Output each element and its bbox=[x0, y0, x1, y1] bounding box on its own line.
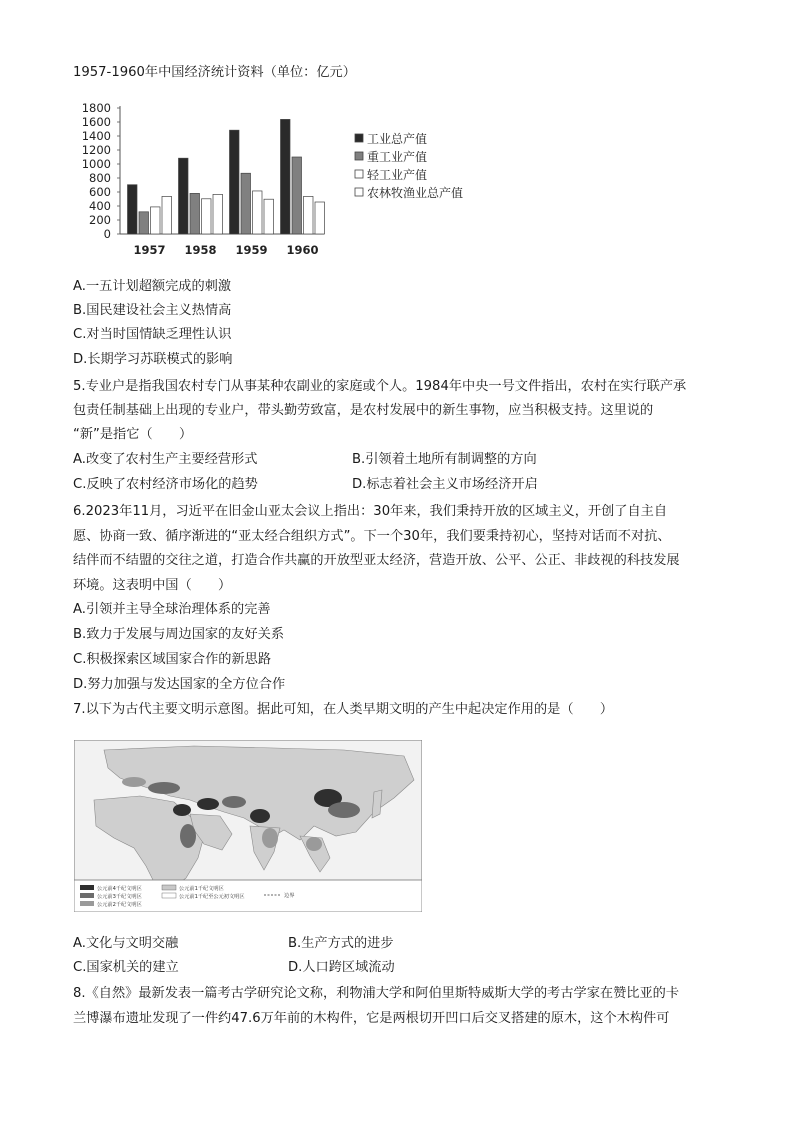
legend-label-1st-to-ad: 公元前1千纪至公元初文明区 bbox=[179, 894, 245, 900]
bar-1959-3 bbox=[264, 199, 274, 234]
legend-swatch-1st-to-ad bbox=[162, 893, 176, 898]
q4-option-b: B.国民建设社会主义热情高 bbox=[73, 303, 232, 318]
bar-1958-1 bbox=[190, 193, 200, 234]
legend-swatch-0 bbox=[355, 134, 363, 142]
y-tick-label: 1200 bbox=[81, 143, 111, 157]
x-tick-label: 1957 bbox=[133, 243, 166, 257]
legend-label-0: 工业总产值 bbox=[367, 132, 428, 146]
y-tick-label: 800 bbox=[89, 171, 111, 185]
q7-option-d: D.人口跨区域流动 bbox=[288, 960, 395, 975]
chart-title: 1957-1960年中国经济统计资料（单位：亿元） bbox=[73, 65, 356, 80]
economic-bar-chart bbox=[72, 98, 492, 270]
x-tick-label: 1959 bbox=[235, 243, 268, 257]
bar-1959-1 bbox=[241, 173, 251, 234]
legend-label-2nd-millennium: 公元前2千纪文明区 bbox=[97, 902, 142, 908]
q8-stem-line1: 8.《自然》最新发表一篇考古学研究论文称，利物浦大学和阿伯里斯特威斯大学的考古学家在赞比亚的卡 bbox=[73, 986, 680, 1001]
bar-1958-2 bbox=[202, 199, 212, 234]
x-tick-label: 1960 bbox=[286, 243, 319, 257]
y-tick-label: 1600 bbox=[81, 115, 111, 129]
legend-label-3rd-millennium: 公元前3千纪文明区 bbox=[97, 894, 142, 900]
q5-stem-line2: 包责任制基础上出现的专业户，带头勤劳致富，是农村发展中的新生事物，应当积极支持。这里说的 bbox=[73, 403, 654, 418]
bar-1960-1 bbox=[292, 157, 302, 234]
q6-stem-line4: 环境。这表明中国（ ） bbox=[73, 578, 232, 593]
bar-1957-2 bbox=[151, 207, 161, 234]
q7-stem: 7.以下为古代主要文明示意图。据此可知，在人类早期文明的产生中起决定作用的是（ ） bbox=[73, 702, 614, 717]
q5-option-b: B.引领着土地所有制调整的方向 bbox=[352, 452, 537, 467]
y-tick-label: 1400 bbox=[81, 129, 111, 143]
bar-1960-2 bbox=[304, 196, 314, 234]
legend-label-4th-millennium: 公元前4千纪文明区 bbox=[97, 886, 142, 892]
legend-label-1: 重工业产值 bbox=[367, 150, 428, 164]
q6-option-a: A.引领并主导全球治理体系的完善 bbox=[73, 602, 271, 617]
legend-swatch-1 bbox=[355, 152, 363, 160]
q7-option-b: B.生产方式的进步 bbox=[288, 936, 394, 951]
bar-1958-3 bbox=[213, 194, 223, 234]
q8-stem-line2: 兰博瀑布遗址发现了一件约47.6万年前的木构件，它是两根切开凹口后交叉搭建的原木，这个木构件可 bbox=[73, 1011, 670, 1026]
q6-stem-line1: 6.2023年11月，习近平在旧金山亚太会议上指出：30年来，我们秉持开放的区域主义，开创了自主自 bbox=[73, 504, 668, 519]
legend-swatch-1st-millennium bbox=[162, 885, 176, 890]
q4-option-d: D.长期学习苏联模式的影响 bbox=[73, 352, 233, 367]
bar-1957-3 bbox=[162, 196, 172, 234]
legend-label-2: 轻工业产值 bbox=[367, 168, 428, 182]
q6-option-c: C.积极探索区域国家合作的新思路 bbox=[73, 652, 272, 667]
y-tick-label: 200 bbox=[89, 213, 111, 227]
legend-swatch-3 bbox=[355, 188, 363, 196]
q6-option-b: B.致力于发展与周边国家的友好关系 bbox=[73, 627, 285, 642]
bar-1957-0 bbox=[128, 185, 138, 234]
legend-label-3: 农林牧渔业总产值 bbox=[367, 186, 464, 200]
legend-label-border: 边界 bbox=[284, 893, 295, 899]
x-tick-label: 1958 bbox=[184, 243, 217, 257]
legend-label-1st-millennium: 公元前1千纪文明区 bbox=[179, 886, 224, 892]
q5-option-d: D.标志着社会主义市场经济开启 bbox=[352, 477, 538, 492]
bar-1957-1 bbox=[139, 212, 149, 234]
bar-1958-0 bbox=[179, 158, 189, 234]
q6-option-d: D.努力加强与发达国家的全方位合作 bbox=[73, 677, 286, 692]
bar-1959-2 bbox=[253, 191, 263, 234]
q5-stem-line1: 5.专业户是指我国农村专门从事某种农副业的家庭或个人。1984年中央一号文件指出，农村在实行联产承 bbox=[73, 379, 687, 394]
legend-swatch-3rd-millennium bbox=[80, 893, 94, 898]
q4-option-c: C.对当时国情缺乏理性认识 bbox=[73, 327, 232, 342]
q5-option-a: A.改变了农村生产主要经营形式 bbox=[73, 452, 258, 467]
y-tick-label: 0 bbox=[103, 227, 111, 241]
bar-1960-3 bbox=[315, 202, 325, 234]
legend-swatch-2nd-millennium bbox=[80, 901, 94, 906]
legend-swatch-4th-millennium bbox=[80, 885, 94, 890]
bar-1959-0 bbox=[230, 130, 240, 234]
q4-option-a: A.一五计划超额完成的刺激 bbox=[73, 279, 232, 294]
y-tick-label: 1000 bbox=[81, 157, 111, 171]
q7-option-c: C.国家机关的建立 bbox=[73, 960, 179, 975]
y-tick-label: 600 bbox=[89, 185, 111, 199]
y-tick-label: 400 bbox=[89, 199, 111, 213]
bar-1960-0 bbox=[281, 119, 291, 234]
y-tick-label: 1800 bbox=[81, 101, 111, 115]
q5-option-c: C.反映了农村经济市场化的趋势 bbox=[73, 477, 258, 492]
q5-stem-line3: “新”是指它（ ） bbox=[73, 427, 193, 442]
q7-option-a: A.文化与文明交融 bbox=[73, 936, 179, 951]
q6-stem-line3: 结伴而不结盟的交往之道，打造合作共赢的开放型亚太经济，营造开放、公平、公正、非歧视的科技发展 bbox=[73, 553, 680, 568]
q6-stem-line2: 愿、协商一致、循序渐进的“亚太经合组织方式”。下一个30年，我们要秉持初心，坚持对话而不对抗、 bbox=[73, 529, 671, 544]
legend-swatch-2 bbox=[355, 170, 363, 178]
ancient-civilizations-map bbox=[74, 740, 422, 912]
